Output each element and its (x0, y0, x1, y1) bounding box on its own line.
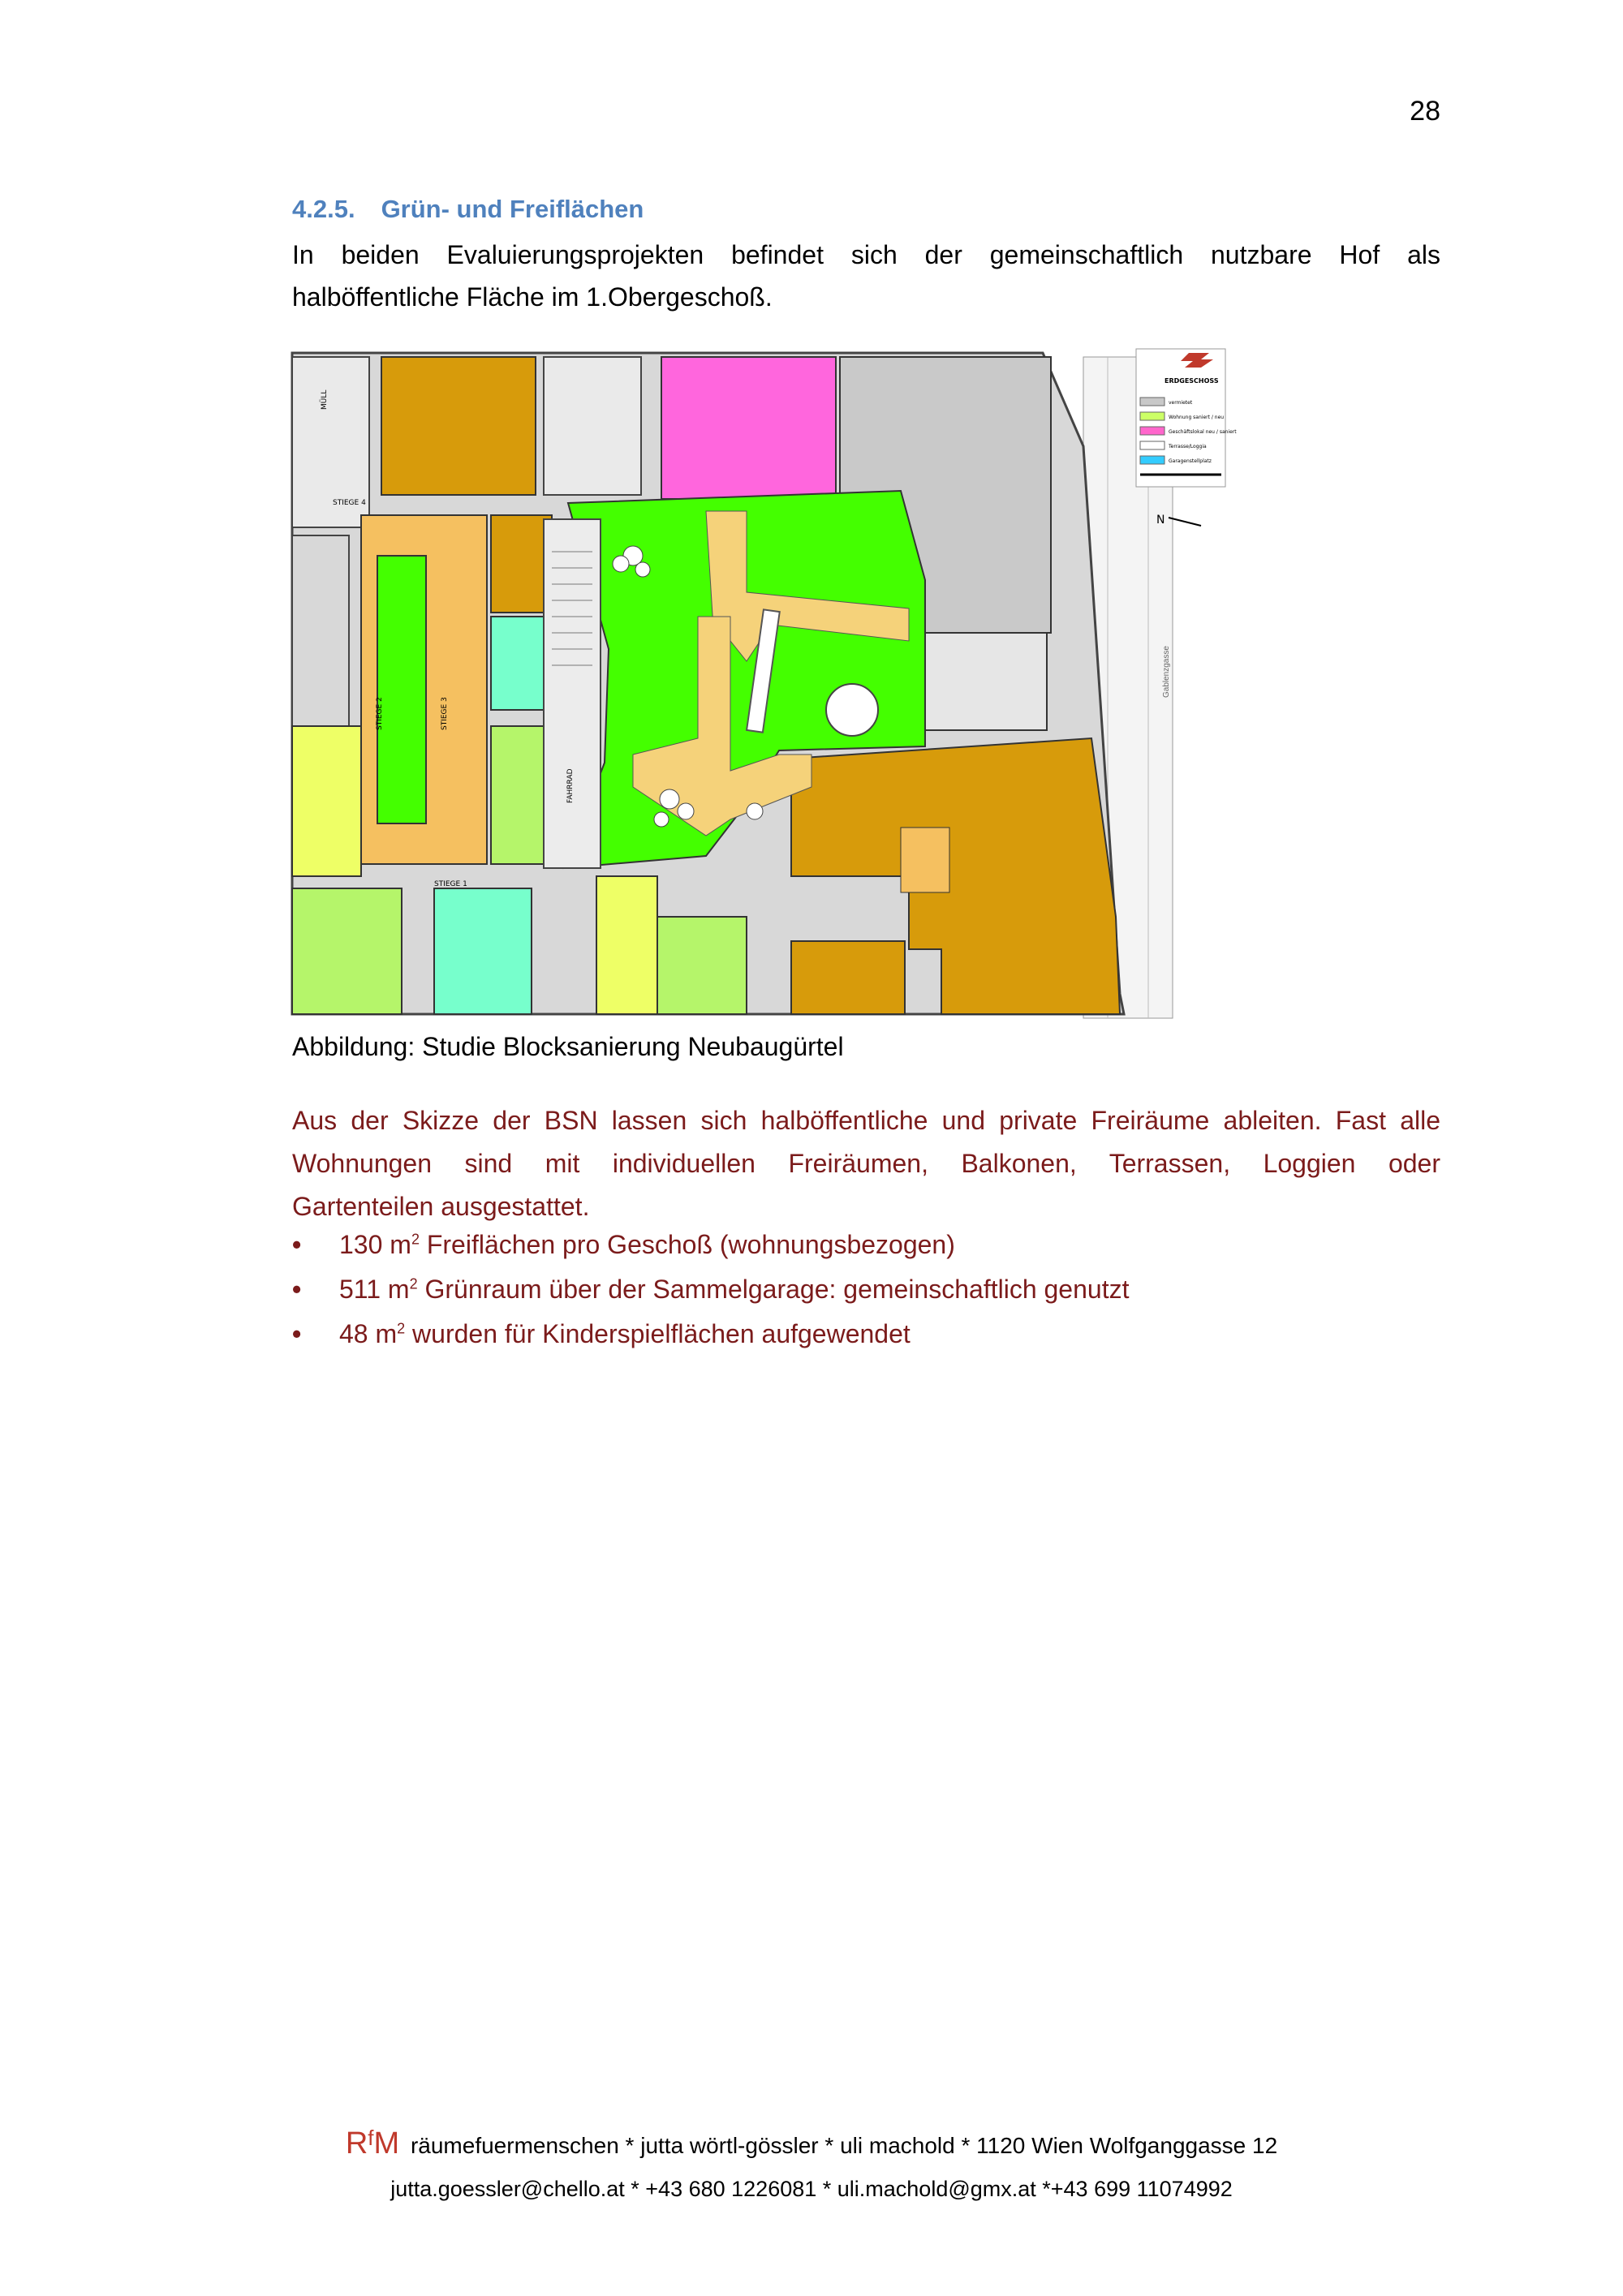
section-number: 4.2.5. (292, 195, 355, 223)
figure-caption: Abbildung: Studie Blocksanierung Neubaugürtel (292, 1032, 844, 1061)
section-title: Grün- und Freiflächen (381, 195, 644, 223)
body-line-3: Gartenteilen ausgestattet. (292, 1192, 590, 1221)
footer-line-2: jutta.goessler@chello.at * +43 680 1226081 * uli.machold@gmx.at *+43 699 11074992 (390, 2177, 1233, 2201)
bullet-list (292, 1223, 1129, 1357)
legend-item-4: Garagenstellplatz (1169, 458, 1212, 464)
plan-label-fahrrad: FAHRRAD (566, 768, 575, 803)
body-line-2: Wohnungen sind mit individuellen Freiräumen, Balkonen, Terrassen, Loggien oder (292, 1149, 1440, 1178)
bullet-icon: • (292, 1275, 302, 1304)
legend-item-1: Wohnung saniert / neu (1169, 415, 1225, 420)
page-number: 28 (1410, 96, 1440, 127)
bullet-icon: • (292, 1230, 302, 1259)
north-label: N (1156, 514, 1165, 527)
intro-line-1: In beiden Evaluierungsprojekten befindet sich der gemeinschaftlich nutzbare Hof als (292, 240, 1440, 269)
footer-line-1 (0, 2126, 1623, 2161)
plan-label-stiege2: STIEGE 2 (376, 697, 384, 730)
bullet-icon: • (292, 1319, 302, 1348)
legend-title: ERDGESCHOSS (1165, 377, 1219, 385)
rfm-logo: $R^fM$ (345, 2126, 400, 2161)
plan-label-stiege3: STIEGE 3 (441, 697, 449, 730)
body-paragraph (292, 1099, 1440, 1228)
list-item: • 130 $m^2$ Freiflächen pro Geschoß (wohnungsbezogen) (292, 1223, 1129, 1267)
legend-item-3: Terrasse/Loggia (1169, 444, 1207, 449)
plan-legend (1136, 349, 1237, 487)
site-plan-image (292, 349, 1237, 1018)
site-plan-figure (292, 349, 1237, 1018)
plan-label-muell: MÜLL (321, 389, 329, 410)
section-heading (292, 195, 644, 224)
body-line-1: Aus der Skizze der BSN lassen sich halböffentliche und private Freiräume ableiten. Fast alle (292, 1106, 1440, 1135)
street-label: Gablenzgasse (1162, 646, 1171, 698)
footer-address: räumefuermenschen * jutta wörtl-gössler * uli machold * 1120 Wien Wolfganggasse 12 (404, 2133, 1278, 2158)
plan-label-stiege4: STIEGE 4 (333, 499, 366, 507)
intro-paragraph (292, 234, 1440, 318)
intro-line-2: halböffentliche Fläche im 1.Obergeschoß. (292, 282, 773, 312)
plan-label-stiege1: STIEGE 1 (434, 880, 467, 888)
list-item: • 511 $m^2$ Grünraum über der Sammelgarage: gemeinschaftlich genutzt (292, 1267, 1129, 1312)
legend-item-2: Geschäftslokal neu / saniert (1169, 429, 1237, 435)
legend-item-0: vermietet (1169, 400, 1193, 406)
list-item: • 48 $m^2$ wurden für Kinderspielflächen aufgewendet (292, 1312, 1129, 1357)
